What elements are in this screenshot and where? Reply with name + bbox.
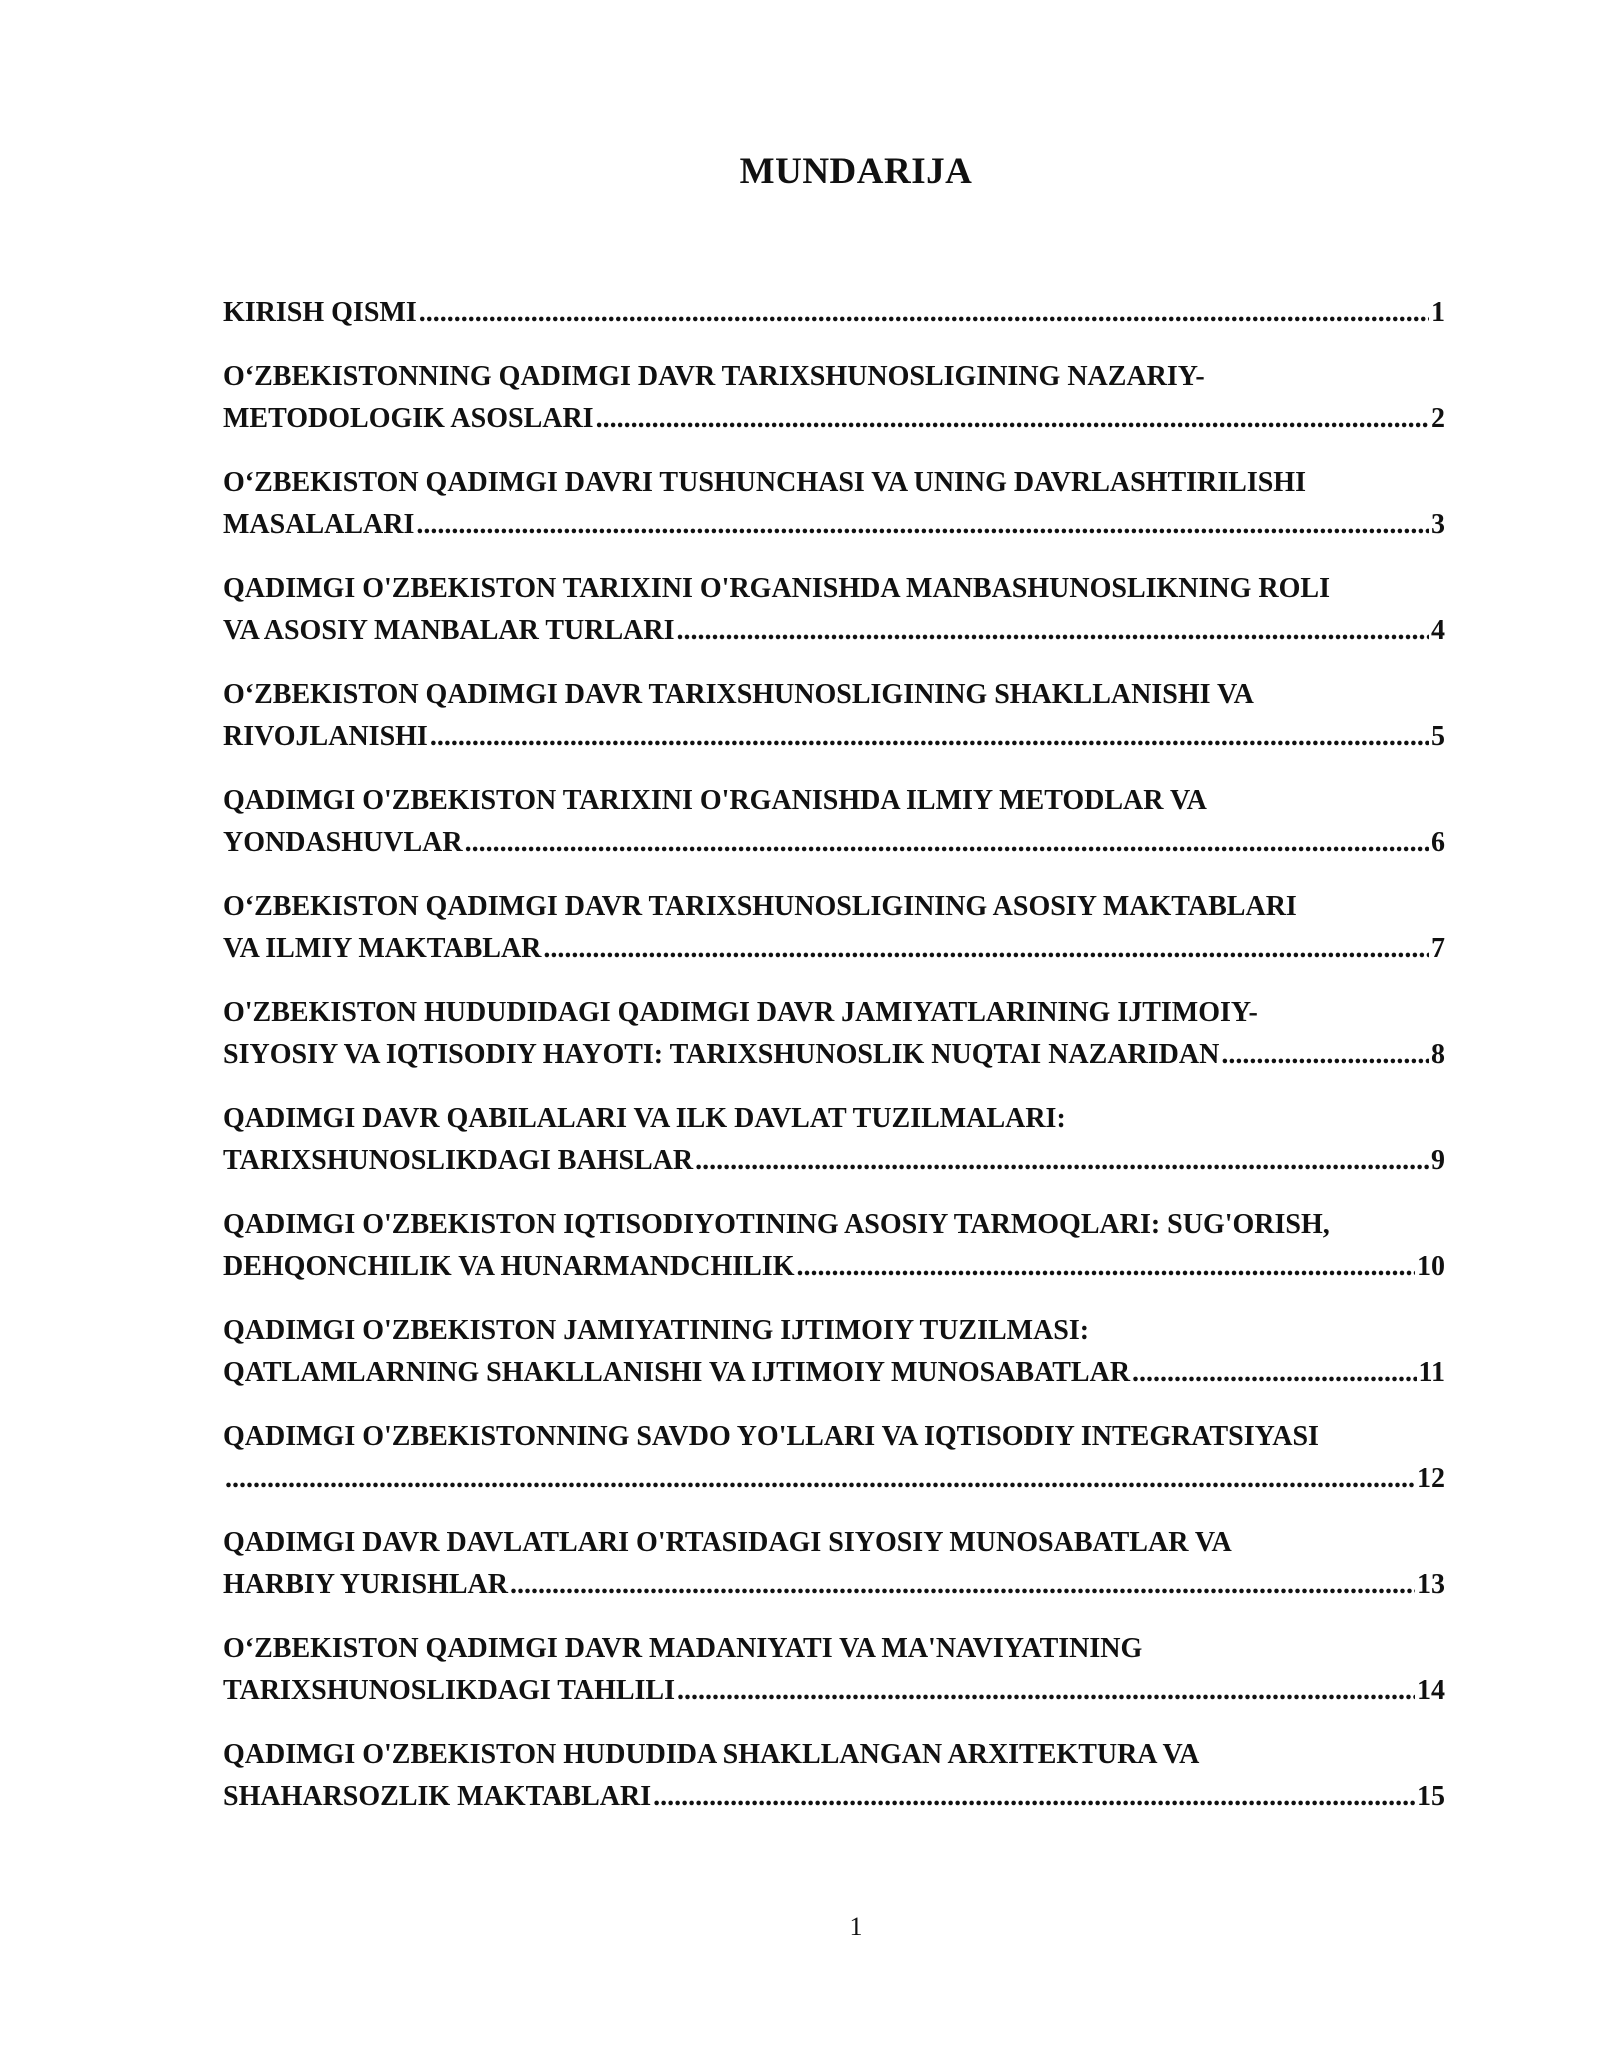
- page-number: 1: [849, 1912, 863, 1941]
- toc-page-number: 11: [1418, 1357, 1445, 1388]
- dot-leader: [510, 1564, 1415, 1606]
- toc-entry-title-line: O‘ZBEKISTONNING QADIMGI DAVR TARIXSHUNOSLIGINING NAZARIY-: [223, 361, 1205, 392]
- toc-entry-last-line: [223, 504, 1445, 546]
- toc-entry-title-end: SHAHARSOZLIK MAKTABLARI: [223, 1781, 652, 1812]
- toc-entry[interactable]: [223, 1204, 1445, 1288]
- toc-entry[interactable]: [223, 1098, 1445, 1182]
- dot-leader: [416, 504, 1429, 546]
- dot-leader: [1132, 1352, 1416, 1394]
- toc-page-number: 14: [1417, 1675, 1445, 1706]
- dot-leader: [419, 292, 1429, 334]
- toc-entry-last-line: [223, 1776, 1445, 1818]
- toc-entry-title-line: O‘ZBEKISTON QADIMGI DAVR TARIXSHUNOSLIGINING ASOSIY MAKTABLARI: [223, 891, 1297, 922]
- toc-entry[interactable]: [223, 1416, 1445, 1500]
- page-title: MUNDARIJA: [739, 151, 973, 192]
- toc-page-number: 2: [1431, 403, 1445, 434]
- toc-entry-title-end: VA ASOSIY MANBALAR TURLARI: [223, 615, 675, 646]
- toc-page-number: 9: [1431, 1145, 1445, 1176]
- toc-entry[interactable]: [223, 1628, 1445, 1712]
- toc-entry-title-line: QADIMGI O'ZBEKISTONNING SAVDO YO'LLARI VA IQTISODIY INTEGRATSIYASI: [223, 1421, 1319, 1452]
- toc-entry[interactable]: [223, 568, 1445, 652]
- dot-leader: [1221, 1034, 1429, 1076]
- dot-leader: [225, 1458, 1415, 1500]
- toc-entry-title-line: O‘ZBEKISTON QADIMGI DAVRI TUSHUNCHASI VA UNING DAVRLASHTIRILISHI: [223, 467, 1306, 498]
- toc-entry-last-line: [223, 1140, 1445, 1182]
- toc-entry-last-line: [223, 716, 1445, 758]
- toc-entry-title-end: DEHQONCHILIK VA HUNARMANDCHILIK: [223, 1251, 795, 1282]
- toc-entry[interactable]: [223, 356, 1445, 440]
- toc-entry-title-line: QADIMGI O'ZBEKISTON TARIXINI O'RGANISHDA ILMIY METODLAR VA: [223, 785, 1207, 816]
- toc-entry-title-end: QATLAMLARNING SHAKLLANISHI VA IJTIMOIY MUNOSABATLAR: [223, 1357, 1131, 1388]
- toc-entry[interactable]: [223, 1310, 1445, 1394]
- toc-entry-last-line: [223, 1458, 1445, 1500]
- toc-entry-last-line: [223, 822, 1445, 864]
- toc-entry[interactable]: [223, 674, 1445, 758]
- toc-entry-title-end: SIYOSIY VA IQTISODIY HAYOTI: TARIXSHUNOSLIK NUQTAI NAZARIDAN: [223, 1039, 1220, 1070]
- toc-entry[interactable]: [223, 780, 1445, 864]
- toc-entry-last-line: [223, 1352, 1445, 1394]
- dot-leader: [695, 1140, 1429, 1182]
- table-of-contents: [223, 292, 1445, 1840]
- dot-leader: [430, 716, 1429, 758]
- toc-entry-last-line: [223, 1670, 1445, 1712]
- dot-leader: [677, 1670, 1415, 1712]
- toc-entry-title-end: METODOLOGIK ASOSLARI: [223, 403, 594, 434]
- toc-page-number: 1: [1431, 297, 1445, 328]
- toc-entry-title-line: QADIMGI O'ZBEKISTON TARIXINI O'RGANISHDA MANBASHUNOSLIKNING ROLI: [223, 573, 1330, 604]
- toc-page-number: 4: [1431, 615, 1445, 646]
- toc-page-number: 10: [1417, 1251, 1445, 1282]
- toc-entry-title-line: QADIMGI O'ZBEKISTON HUDUDIDA SHAKLLANGAN ARXITEKTURA VA: [223, 1739, 1200, 1770]
- toc-page-number: 15: [1417, 1781, 1445, 1812]
- toc-entry-title-end: TARIXSHUNOSLIKDAGI BAHSLAR: [223, 1145, 694, 1176]
- toc-entry[interactable]: [223, 992, 1445, 1076]
- toc-entry-title-end: TARIXSHUNOSLIKDAGI TAHLILI: [223, 1675, 676, 1706]
- toc-entry-title-line: O‘ZBEKISTON QADIMGI DAVR TARIXSHUNOSLIGINING SHAKLLANISHI VA: [223, 679, 1254, 710]
- toc-entry[interactable]: [223, 886, 1445, 970]
- toc-entry-title-end: KIRISH QISMI: [223, 297, 417, 328]
- toc-entry-last-line: [223, 610, 1445, 652]
- toc-entry-title-end: MASALALARI: [223, 509, 415, 540]
- dot-leader: [596, 398, 1429, 440]
- toc-entry[interactable]: [223, 462, 1445, 546]
- toc-page-number: 12: [1417, 1463, 1445, 1494]
- dot-leader: [543, 928, 1429, 970]
- toc-entry[interactable]: [223, 292, 1445, 334]
- dot-leader: [465, 822, 1429, 864]
- toc-entry-last-line: [223, 928, 1445, 970]
- toc-entry-last-line: [223, 1246, 1445, 1288]
- toc-entry-title-end: YONDASHUVLAR: [223, 827, 463, 858]
- toc-page-number: 5: [1431, 721, 1445, 752]
- toc-entry-last-line: [223, 398, 1445, 440]
- toc-entry-last-line: [223, 292, 1445, 334]
- dot-leader: [796, 1246, 1415, 1288]
- toc-entry[interactable]: [223, 1734, 1445, 1818]
- toc-entry[interactable]: [223, 1522, 1445, 1606]
- toc-entry-title-end: HARBIY YURISHLAR: [223, 1569, 508, 1600]
- toc-entry-title-line: O'ZBEKISTON HUDUDIDAGI QADIMGI DAVR JAMIYATLARINING IJTIMOIY-: [223, 997, 1258, 1028]
- dot-leader: [676, 610, 1429, 652]
- toc-entry-title-end: VA ILMIY MAKTABLAR: [223, 933, 542, 964]
- toc-page-number: 8: [1431, 1039, 1445, 1070]
- toc-entry-title-line: QADIMGI O'ZBEKISTON JAMIYATINING IJTIMOIY TUZILMASI:: [223, 1315, 1090, 1346]
- toc-entry-last-line: [223, 1564, 1445, 1606]
- toc-entry-title-line: QADIMGI DAVR DAVLATLARI O'RTASIDAGI SIYOSIY MUNOSABATLAR VA: [223, 1527, 1232, 1558]
- toc-page-number: 6: [1431, 827, 1445, 858]
- toc-entry-last-line: [223, 1034, 1445, 1076]
- toc-page-number: 13: [1417, 1569, 1445, 1600]
- toc-entry-title-line: QADIMGI DAVR QABILALARI VA ILK DAVLAT TUZILMALARI:: [223, 1103, 1066, 1134]
- dot-leader: [653, 1776, 1415, 1818]
- toc-entry-title-end: RIVOJLANISHI: [223, 721, 428, 752]
- toc-entry-title-line: QADIMGI O'ZBEKISTON IQTISODIYOTINING ASOSIY TARMOQLARI: SUG'ORISH,: [223, 1209, 1330, 1240]
- toc-page-number: 3: [1431, 509, 1445, 540]
- toc-entry-title-line: O‘ZBEKISTON QADIMGI DAVR MADANIYATI VA MA'NAVIYATINING: [223, 1633, 1143, 1664]
- toc-page-number: 7: [1431, 933, 1445, 964]
